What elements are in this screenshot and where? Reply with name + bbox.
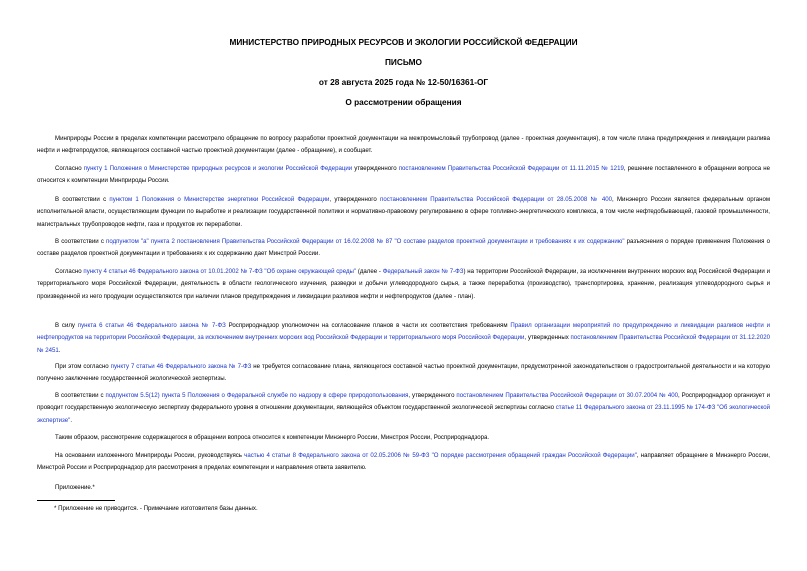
paragraph-text: , утвержденных bbox=[524, 334, 571, 342]
paragraph-text: не требуется согласование плана, являющегося составной частью проектной документации, предусмотренной законодательством о градостроительной деятельности и на которую получено заключение государственной экологической экспертизы. bbox=[37, 363, 771, 383]
paragraph-text: разъяснения о порядке применения Положения о составе разделов проектной документации и требованиях к их содержанию дает Минстрой России. bbox=[37, 238, 771, 258]
date-number: от 28 августа 2025 года № 12-50/16361-ОГ bbox=[318, 77, 489, 87]
paragraph-text: , Росприроднадзор организует и проводит государственную экологическую экспертизу федерального уровня в отношении документации, являющейся объектом государственной экологической экспертизы согласно bbox=[37, 392, 771, 412]
paragraph-text: ) на территории Российской Федерации, за исключением внутренних морских вод Российской Федерации и территориального моря Российской Федерации, деятельность в области геологического изучения, разведки и добычи углеводородного сырья, а также переработка (производство), транспортировка, хранение, реализация углеводородного сырья и произведенной из него продукции осуществляются при наличии планов предупреждения и ликвидации разливов нефти и нефтепродуктов (далее - план). bbox=[37, 268, 770, 300]
paragraph-text: . bbox=[70, 416, 73, 424]
legal-reference-link[interactable]: Федеральный закон № 7-ФЗ bbox=[382, 268, 464, 275]
paragraph bbox=[37, 432, 770, 444]
paragraph-text: Минприроды России в пределах компетенции рассмотрело обращение по вопросу разработки проектной документации на межпромысловый трубопровод (далее - проектная документация), в том числе плана предупреждения и ликвидации разлива нефти и нефтепродуктов, являющегося составной частью проектной документации (далее - обращение), и сообщает. bbox=[37, 135, 770, 155]
legal-reference-link[interactable]: пункту 4 статьи 46 Федерального закона от 10.01.2002 № 7-ФЗ "Об охране окружающей среды" bbox=[83, 268, 357, 275]
paragraph-text: , утвержденного bbox=[408, 392, 457, 399]
legal-reference-link[interactable]: постановлением Правительства Российской Федерации от 30.07.2004 № 400 bbox=[456, 392, 679, 399]
paragraph bbox=[37, 194, 770, 231]
paragraph-text: , решение поставленного в обращении вопроса не относится к компетенции Минприроды России. bbox=[37, 165, 770, 185]
paragraph bbox=[37, 266, 770, 303]
paragraph bbox=[37, 361, 770, 386]
legal-reference-link[interactable]: частью 4 статьи 8 Федерального закона от 02.05.2006 № 59-ФЗ "О порядке рассмотрения обращений граждан Российской Федерации" bbox=[244, 452, 637, 459]
paragraph-text: (далее - bbox=[356, 268, 383, 275]
paragraph-text: В соответствии с bbox=[55, 392, 106, 399]
paragraph-text: утвержденного bbox=[352, 165, 399, 172]
subject-heading: О рассмотрении обращения bbox=[345, 97, 462, 107]
legal-reference-link[interactable]: статье 11 Федерального закона от 23.11.1995 № 174-ФЗ "Об экологической экспертизе" bbox=[37, 404, 770, 424]
paragraph-text: Согласно bbox=[55, 268, 84, 275]
legal-reference-link[interactable]: пункту 1 Положения о Министерстве природных ресурсов и экологии Российской Федерации bbox=[83, 165, 353, 172]
paragraph bbox=[37, 133, 770, 158]
paragraph-text: . bbox=[58, 346, 61, 354]
paragraph bbox=[37, 450, 770, 475]
paragraph-text: Росприроднадзор уполномочен на согласование планов в части их соответствия требованиям bbox=[225, 322, 511, 329]
paragraph-text: В соответствии с bbox=[55, 238, 107, 245]
legal-reference-link[interactable]: пункту 7 статьи 46 Федерального закона № 7-ФЗ bbox=[110, 363, 252, 370]
paragraph-text: При этом согласно bbox=[55, 363, 111, 370]
paragraph bbox=[37, 163, 770, 188]
paragraph-text: , Минэнерго России является федеральным органом исполнительной власти, осуществляющим функции по выработке и реализации государственной политики и нормативно-правовому регулированию в сфере топливно-энергетического комплекса, в том числе нефтедобывающей, газовой промышленности, магистральных трубопроводов нефти, газа и продуктов их переработки. bbox=[37, 196, 771, 228]
footnote: * Приложение не приводится. - Примечание изготовителя базы данных. bbox=[54, 505, 258, 512]
legal-reference-link[interactable]: постановлением Правительства Российской Федерации от 31.12.2020 № 2451 bbox=[37, 334, 770, 354]
document-type: ПИСЬМО bbox=[384, 57, 423, 67]
legal-reference-link[interactable]: подпунктом "а" пункта 2 постановления Правительства Российской Федерации от 16.02.2008 № 87 "О составе разделов проектной документации и требованиях к их содержанию" bbox=[106, 238, 625, 245]
paragraph-text: В силу bbox=[55, 322, 78, 329]
paragraph-text: Приложение.* bbox=[55, 484, 95, 491]
legal-reference-link[interactable]: подпунктом 5.5(12) пункта 5 Положения о Федеральной службе по надзору в сфере природопользования bbox=[105, 392, 409, 399]
paragraph-text: На основании изложенного Минприроды России, руководствуясь bbox=[55, 452, 245, 459]
paragraph bbox=[37, 320, 770, 357]
paragraph-text: , утвержденного bbox=[329, 196, 381, 203]
legal-reference-link[interactable]: пункта 6 статьи 46 Федерального закона № 7-ФЗ bbox=[77, 322, 226, 329]
legal-reference-link[interactable]: постановлением Правительства Российской Федерации от 28.05.2008 № 400 bbox=[380, 196, 613, 203]
paragraph-text: , направляет обращение в Минэнерго России, Минстрой России и Росприроднадзор для рассмотрения в пределах компетенции и направления ответа заявителю. bbox=[37, 452, 770, 472]
paragraph-text: В соответствии с bbox=[55, 196, 110, 203]
paragraph bbox=[37, 236, 770, 261]
footnote-divider bbox=[37, 500, 115, 501]
paragraph-text: Согласно bbox=[55, 165, 84, 172]
paragraph bbox=[37, 482, 770, 494]
legal-reference-link[interactable]: постановлением Правительства Российской Федерации от 11.11.2015 № 1219 bbox=[398, 165, 624, 172]
paragraph bbox=[37, 390, 770, 427]
ministry-heading: МИНИСТЕРСТВО ПРИРОДНЫХ РЕСУРСОВ И ЭКОЛОГИИ РОССИЙСКОЙ ФЕДЕРАЦИИ bbox=[229, 37, 578, 47]
legal-reference-link[interactable]: Правил организации мероприятий по предупреждению и ликвидации разливов нефти и нефтепродуктов на территории Российской Федерации, за исключением внутренних морских вод Российской Федерации и территориального моря Российской Федерации bbox=[37, 322, 771, 342]
legal-reference-link[interactable]: пунктом 1 Положения о Министерстве энергетики Российской Федерации bbox=[109, 196, 330, 203]
paragraph-text: Таким образом, рассмотрение содержащегося в обращении вопроса относится к компетенции Минэнерго России, Минстроя России, Росприроднадзора. bbox=[55, 434, 490, 441]
